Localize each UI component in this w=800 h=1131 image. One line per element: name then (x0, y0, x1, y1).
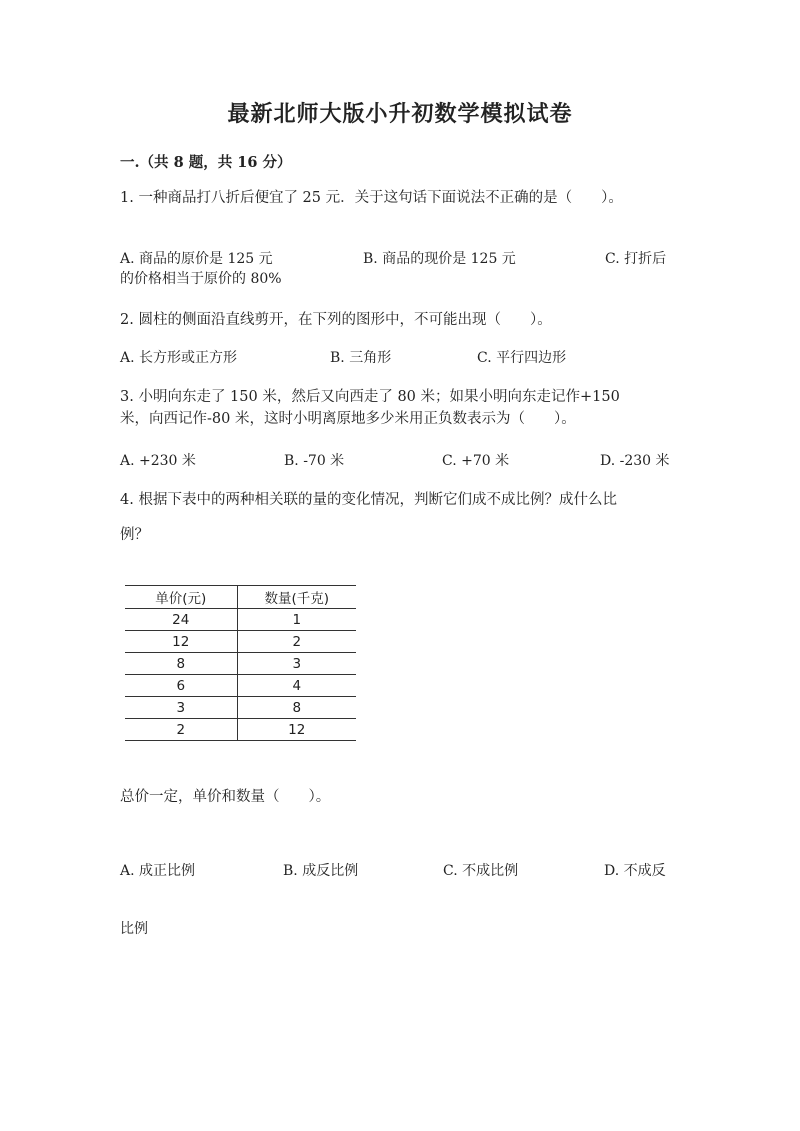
question-2-option-a: A. 长方形或正方形 (120, 350, 238, 366)
question-3-option-b: B. -70 米 (284, 453, 345, 469)
question-4-option-d: D. 不成反 (604, 863, 666, 879)
question-2-option-c: C. 平行四边形 (477, 350, 567, 366)
table-cell: 6 (125, 675, 237, 697)
question-4-stem-line-1: 4. 根据下表中的两种相关联的量的变化情况，判断它们成不成比例？成什么比 (120, 492, 617, 508)
table-header-cell: 单价(元) (125, 586, 237, 609)
price-quantity-table (125, 585, 356, 741)
question-3-stem-line-1: 3. 小明向东走了 150 米，然后又向西走了 80 米；如果小明向东走记作+150 (120, 389, 620, 405)
question-1-stem: 1. 一种商品打八折后便宜了 25 元．关于这句话下面说法不正确的是（ ）。 (120, 190, 623, 206)
question-4-sub-question: 总价一定，单价和数量（ ）。 (120, 789, 331, 805)
question-3-option-c: C. +70 米 (442, 453, 510, 469)
table-cell: 2 (125, 719, 237, 741)
table-row (125, 719, 356, 741)
table-cell: 8 (125, 653, 237, 675)
question-1-option-c: C. 打折后 (605, 251, 667, 267)
table-header-row (125, 586, 356, 609)
question-4-option-a: A. 成正比例 (120, 863, 196, 879)
question-3-option-a: A. +230 米 (120, 453, 196, 469)
table-cell: 3 (125, 697, 237, 719)
table-row (125, 697, 356, 719)
question-1-option-b: B. 商品的现价是 125 元 (363, 251, 516, 267)
table-row (125, 675, 356, 697)
table-cell: 12 (237, 719, 356, 741)
question-4-option-d-continued: 比例 (120, 921, 148, 937)
table-cell: 4 (237, 675, 356, 697)
page-title: 最新北师大版小升初数学模拟试卷 (227, 101, 573, 127)
table-row (125, 653, 356, 675)
table-row (125, 609, 356, 631)
table-cell: 1 (237, 609, 356, 631)
question-4-option-c: C. 不成比例 (443, 863, 519, 879)
question-3-option-d: D. -230 米 (600, 453, 670, 469)
question-2-option-b: B. 三角形 (330, 350, 392, 366)
table-row (125, 631, 356, 653)
question-1-option-c-continued: 的价格相当于原价的 80% (120, 271, 282, 287)
table-cell: 24 (125, 609, 237, 631)
table-cell: 8 (237, 697, 356, 719)
table-header-cell: 数量(千克) (237, 586, 356, 609)
table-cell: 12 (125, 631, 237, 653)
table-cell: 2 (237, 631, 356, 653)
question-4-option-b: B. 成反比例 (283, 863, 359, 879)
question-1-option-a: A. 商品的原价是 125 元 (120, 251, 273, 267)
question-2-stem: 2. 圆柱的侧面沿直线剪开，在下列的图形中，不可能出现（ ）。 (120, 312, 552, 328)
question-4-stem-line-2: 例？ (120, 527, 149, 543)
question-3-stem-line-2: 米，向西记作-80 米，这时小明离原地多少米用正负数表示为（ ）。 (120, 411, 576, 427)
table-cell: 3 (237, 653, 356, 675)
section-heading: 一.（共 8 题，共 16 分） (120, 154, 292, 171)
